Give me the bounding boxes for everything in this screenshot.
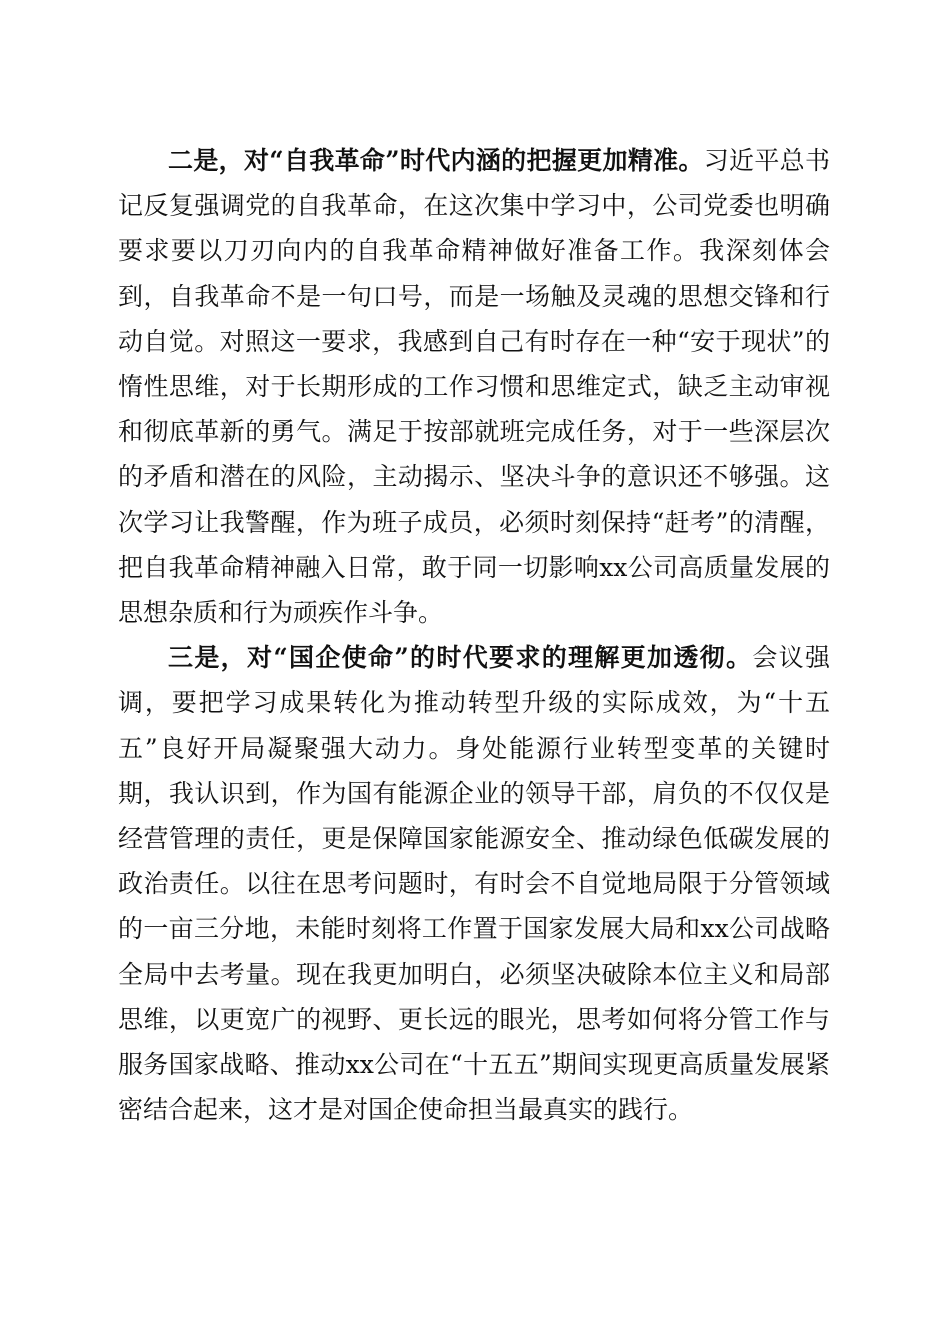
paragraph-soe-mission [118,635,830,1132]
paragraph-body: 习近平总书记反复强调党的自我革命，在这次集中学习中，公司党委也明确要求要以刀刃向内的自我革命精神做好准备工作。我深刻体会到，自我革命不是一句口号，而是一场触及灵魂的思想交锋和行动自觉。对照这一要求，我感到自己有时存在一种“安于现状”的惰性思维，对于长期形成的工作习惯和思维定式，缺乏主动审视和彻底革新的勇气。满足于按部就班完成任务，对于一些深层次的矛盾和潜在的风险，主动揭示、坚决斗争的意识还不够强。这次学习让我警醒，作为班子成员，必须时刻保持“赶考”的清醒，把自我革命精神融入日常，敢于同一切影响xx公司高质量发展的思想杂质和行为顽疾作斗争。 [118,146,830,628]
paragraph-body: 会议强调，要把学习成果转化为推动转型升级的实际成效，为“十五五”良好开局凝聚强大动力。身处能源行业转型变革的关键时期，我认识到，作为国有能源企业的领导干部，肩负的不仅仅是经营管理的责任，更是保障国家能源安全、推动绿色低碳发展的政治责任。以往在思考问题时，有时会不自觉地局限于分管领域的一亩三分地，未能时刻将工作置于国家发展大局和xx公司战略全局中去考量。现在我更加明白，必须坚决破除本位主义和局部思维，以更宽广的视野、更长远的眼光，思考如何将分管工作与服务国家战略、推动xx公司在“十五五”期间实现更高质量发展紧密结合起来，这才是对国企使命担当最真实的践行。 [118,643,830,1125]
paragraph-lead: 二是，对“自我革命”时代内涵的把握更加精准。 [168,146,704,175]
paragraph-self-revolution [118,138,830,635]
paragraph-lead: 三是，对“国企使命”的时代要求的理解更加透彻。 [168,643,753,673]
document-body [118,138,830,1132]
